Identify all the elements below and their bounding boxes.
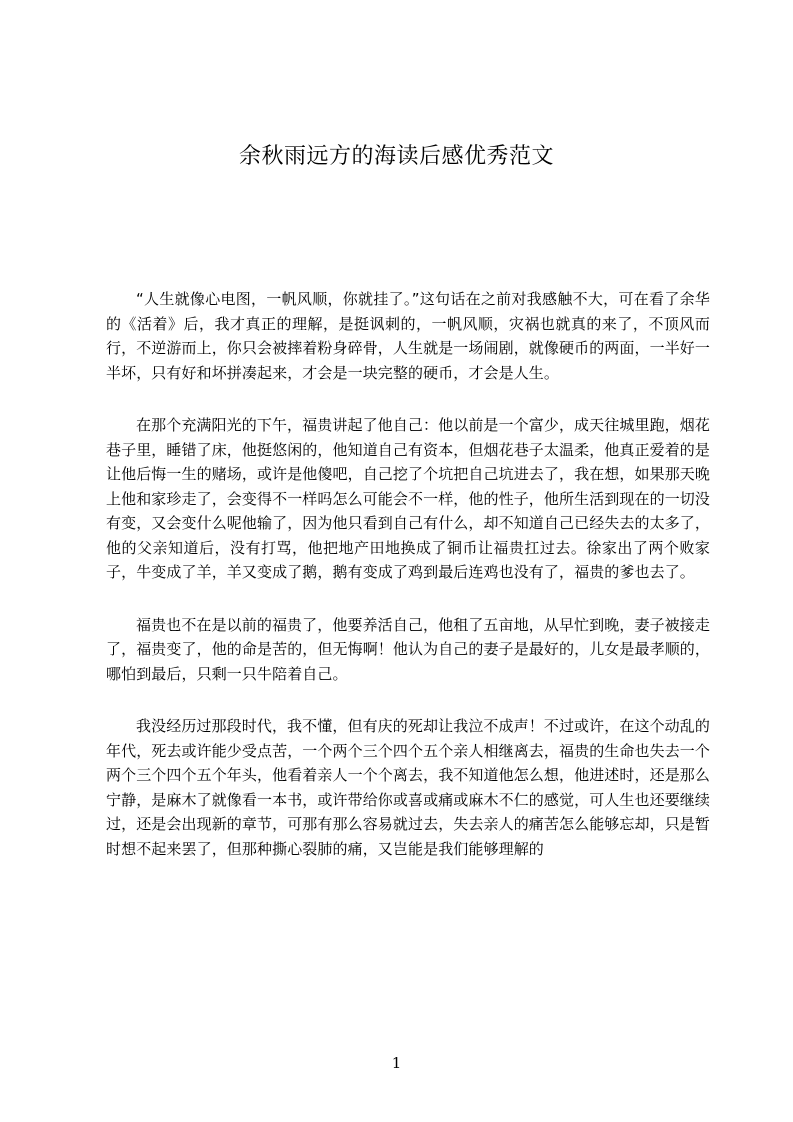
paragraph-4: 我没经历过那段时代，我不懂，但有庆的死却让我泣不成声！不过或许，在这个动乱的年代，死去或许能少受点苦，一个两个三个四个五个亲人相继离去，福贵的生命也失去一个两个三个四个五个年头，他看着亲人一个个离去，我不知道他怎么想，他进述时，还是那么宁静，是麻木了就像看一本书，或许带给你或喜或痛或麻木不仁的感觉，可人生也还要继续过，还是会出现新的章节，可那有那么容易就过去，失去亲人的痛苦怎么能够忘却，只是暂时想不起来罢了，但那种撕心裂肺的痛，又岂能是我们能够理解的 (106, 717, 711, 858)
document-body (106, 287, 710, 889)
paragraph-1: “人生就像心电图，一帆风顺，你就挂了。”这句话在之前对我感触不大，可在看了余华的《活着》后，我才真正的理解，是挺讽刺的，一帆风顺，灾祸也就真的来了，不顶风而行，不逆游而上，你只会被摔着粉身碎骨，人生就是一场闹剧，就像硬币的两面，一半好一半坏，只有好和坏拼凑起来，才会是一块完整的硬币，才会是人生。 (106, 290, 711, 382)
paragraph-2: 在那个充满阳光的下午，福贵讲起了他自己：他以前是一个富少，成天往城里跑，烟花巷子里，睡错了床，他挺悠闲的，他知道自己有资本，但烟花巷子太温柔，他真正爱着的是让他后悔一生的赌场，或许是他傻吧，自己挖了个坑把自己坑进去了，我在想，如果那天晚上他和家珍走了，会变得不一样吗怎么可能会不一样，他的性子，他所生活到现在的一切没有变，又会变什么呢他输了，因为他只看到自己有什么，却不知道自己已经失去的太多了，他的父亲知道后，没有打骂，他把地产田地换成了铜币让福贵扛过去。徐家出了两个败家子，牛变成了羊，羊又变成了鹅，鹅有变成了鸡到最后连鸡也没有了，福贵的爹也去了。 (106, 416, 711, 581)
paragraph-3: 福贵也不在是以前的福贵了，他要养活自己，他租了五亩地，从早忙到晚，妻子被接走了，福贵变了，他的命是苦的，但无悔啊！他认为自己的妻子是最好的，儿女是最孝顺的，哪怕到最后，只剩一只牛陪着自己。 (106, 615, 711, 683)
page-number: 1 (391, 1054, 402, 1072)
document-title: 余秋雨远方的海读后感优秀范文 (238, 144, 554, 169)
